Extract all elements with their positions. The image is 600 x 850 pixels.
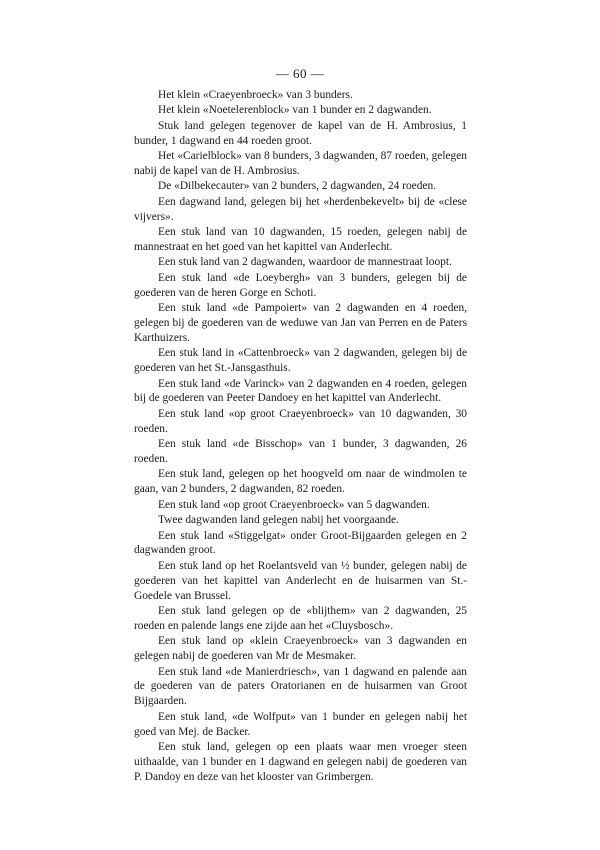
paragraph: Het «Carielblock» van 8 bunders, 3 dagwanden, 87 roeden, gelegen nabij de kapel van de H. Ambrosius. [134,150,467,177]
paragraph: Een dagwand land, gelegen bij het «herdenbekevelt» bij de «clese vijvers». [134,195,467,223]
body-text [134,88,467,785]
paragraph: Een stuk land van 10 dagwanden, 15 roeden, gelegen nabij de mannestraat en het goed van het kapittel van Anderlecht. [134,226,467,253]
paragraph: Een stuk land, gelegen op het hoogveld om naar de windmolen te gaan, van 2 bunders, 2 dagwanden, 82 roeden. [134,468,467,496]
paragraph: Een stuk land op het Roelantsveld van ½ bunder, gelegen nabij de goederen van het kapittel van Anderlecht en de huisarmen van St.-Goedele van Brussel. [134,559,467,602]
paragraph: Een stuk land «de Pampoiert» van 2 dagwanden en 4 roeden, gelegen bij de goederen van de weduwe van Jan van Perren en de Paters Karthuizers. [134,302,467,344]
paragraph: Het klein «Craeyenbroeck» van 3 bunders. [158,89,353,101]
paragraph: Een stuk land «Stiggelgat» onder Groot-Bijgaarden gelegen en 2 dagwanden groot. [134,529,467,557]
paragraph: Een stuk land «op groot Craeyenbroeck» van 5 dagwanden. [158,498,430,511]
paragraph: Een stuk land, «de Wolfput» van 1 bunder en gelegen nabij het goed van Mej. de Backer. [134,710,467,738]
paragraph: Twee dagwanden land gelegen nabij het voorgaande. [158,514,399,527]
paragraph: Een stuk land, gelegen op een plaats waar men vroeger steen uithaalde, van 1 bunder en 1 dagwand en gelegen nabij de goederen van P. Dandoy en deze van het klooster van Grimbergen. [134,740,467,783]
paragraph: Het klein «Noetelerenblock» van 1 bunder en 2 dagwanden. [158,104,432,117]
paragraph: Een stuk land van 2 dagwanden, waardoor de mannestraat loopt. [158,256,452,269]
paragraph: Een stuk land «de Loeybergh» van 3 bunders, gelegen bij de goederen van de heren Gorge en Schoti. [134,271,467,299]
page-number: — 60 — [275,66,325,81]
paragraph: Een stuk land op «klein Craeyenbroeck» van 3 dagwanden en gelegen nabij de goederen van Mr de Mesmaker. [134,635,467,663]
paragraph: Een stuk land gelegen op de «blijthem» van 2 dagwanden, 25 roeden en palende langs ene zijde aan het «Cluysbosch». [134,604,467,632]
paragraph: Stuk land gelegen tegenover de kapel van de H. Ambrosius, 1 bunder, 1 dagwand en 44 roeden groot. [134,119,467,147]
paragraph: Een stuk land in «Cattenbroeck» van 2 dagwanden, gelegen bij de goederen van het St.-Jansgasthuis. [134,347,467,375]
paragraph: Een stuk land «op groot Craeyenbroeck» van 10 dagwanden, 30 roeden. [134,407,467,435]
paragraph: De «Dilbekecauter» van 2 bunders, 2 dagwanden, 24 roeden. [158,180,437,193]
paragraph: Een stuk land «de Bisschop» van 1 bunder, 3 dagwanden, 26 roeden. [134,438,467,465]
paragraph: Een stuk land «de Varinck» van 2 dagwanden en 4 roeden, gelegen bij de goederen van Peeter Dandoey en het kapittel van Anderlecht. [134,377,467,405]
paragraph: Een stuk land «de Manierdriesch», van 1 dagwand en palende aan de goederen van de paters Oratorianen en de huisarmen van Groot Bijgaarden. [134,665,467,708]
